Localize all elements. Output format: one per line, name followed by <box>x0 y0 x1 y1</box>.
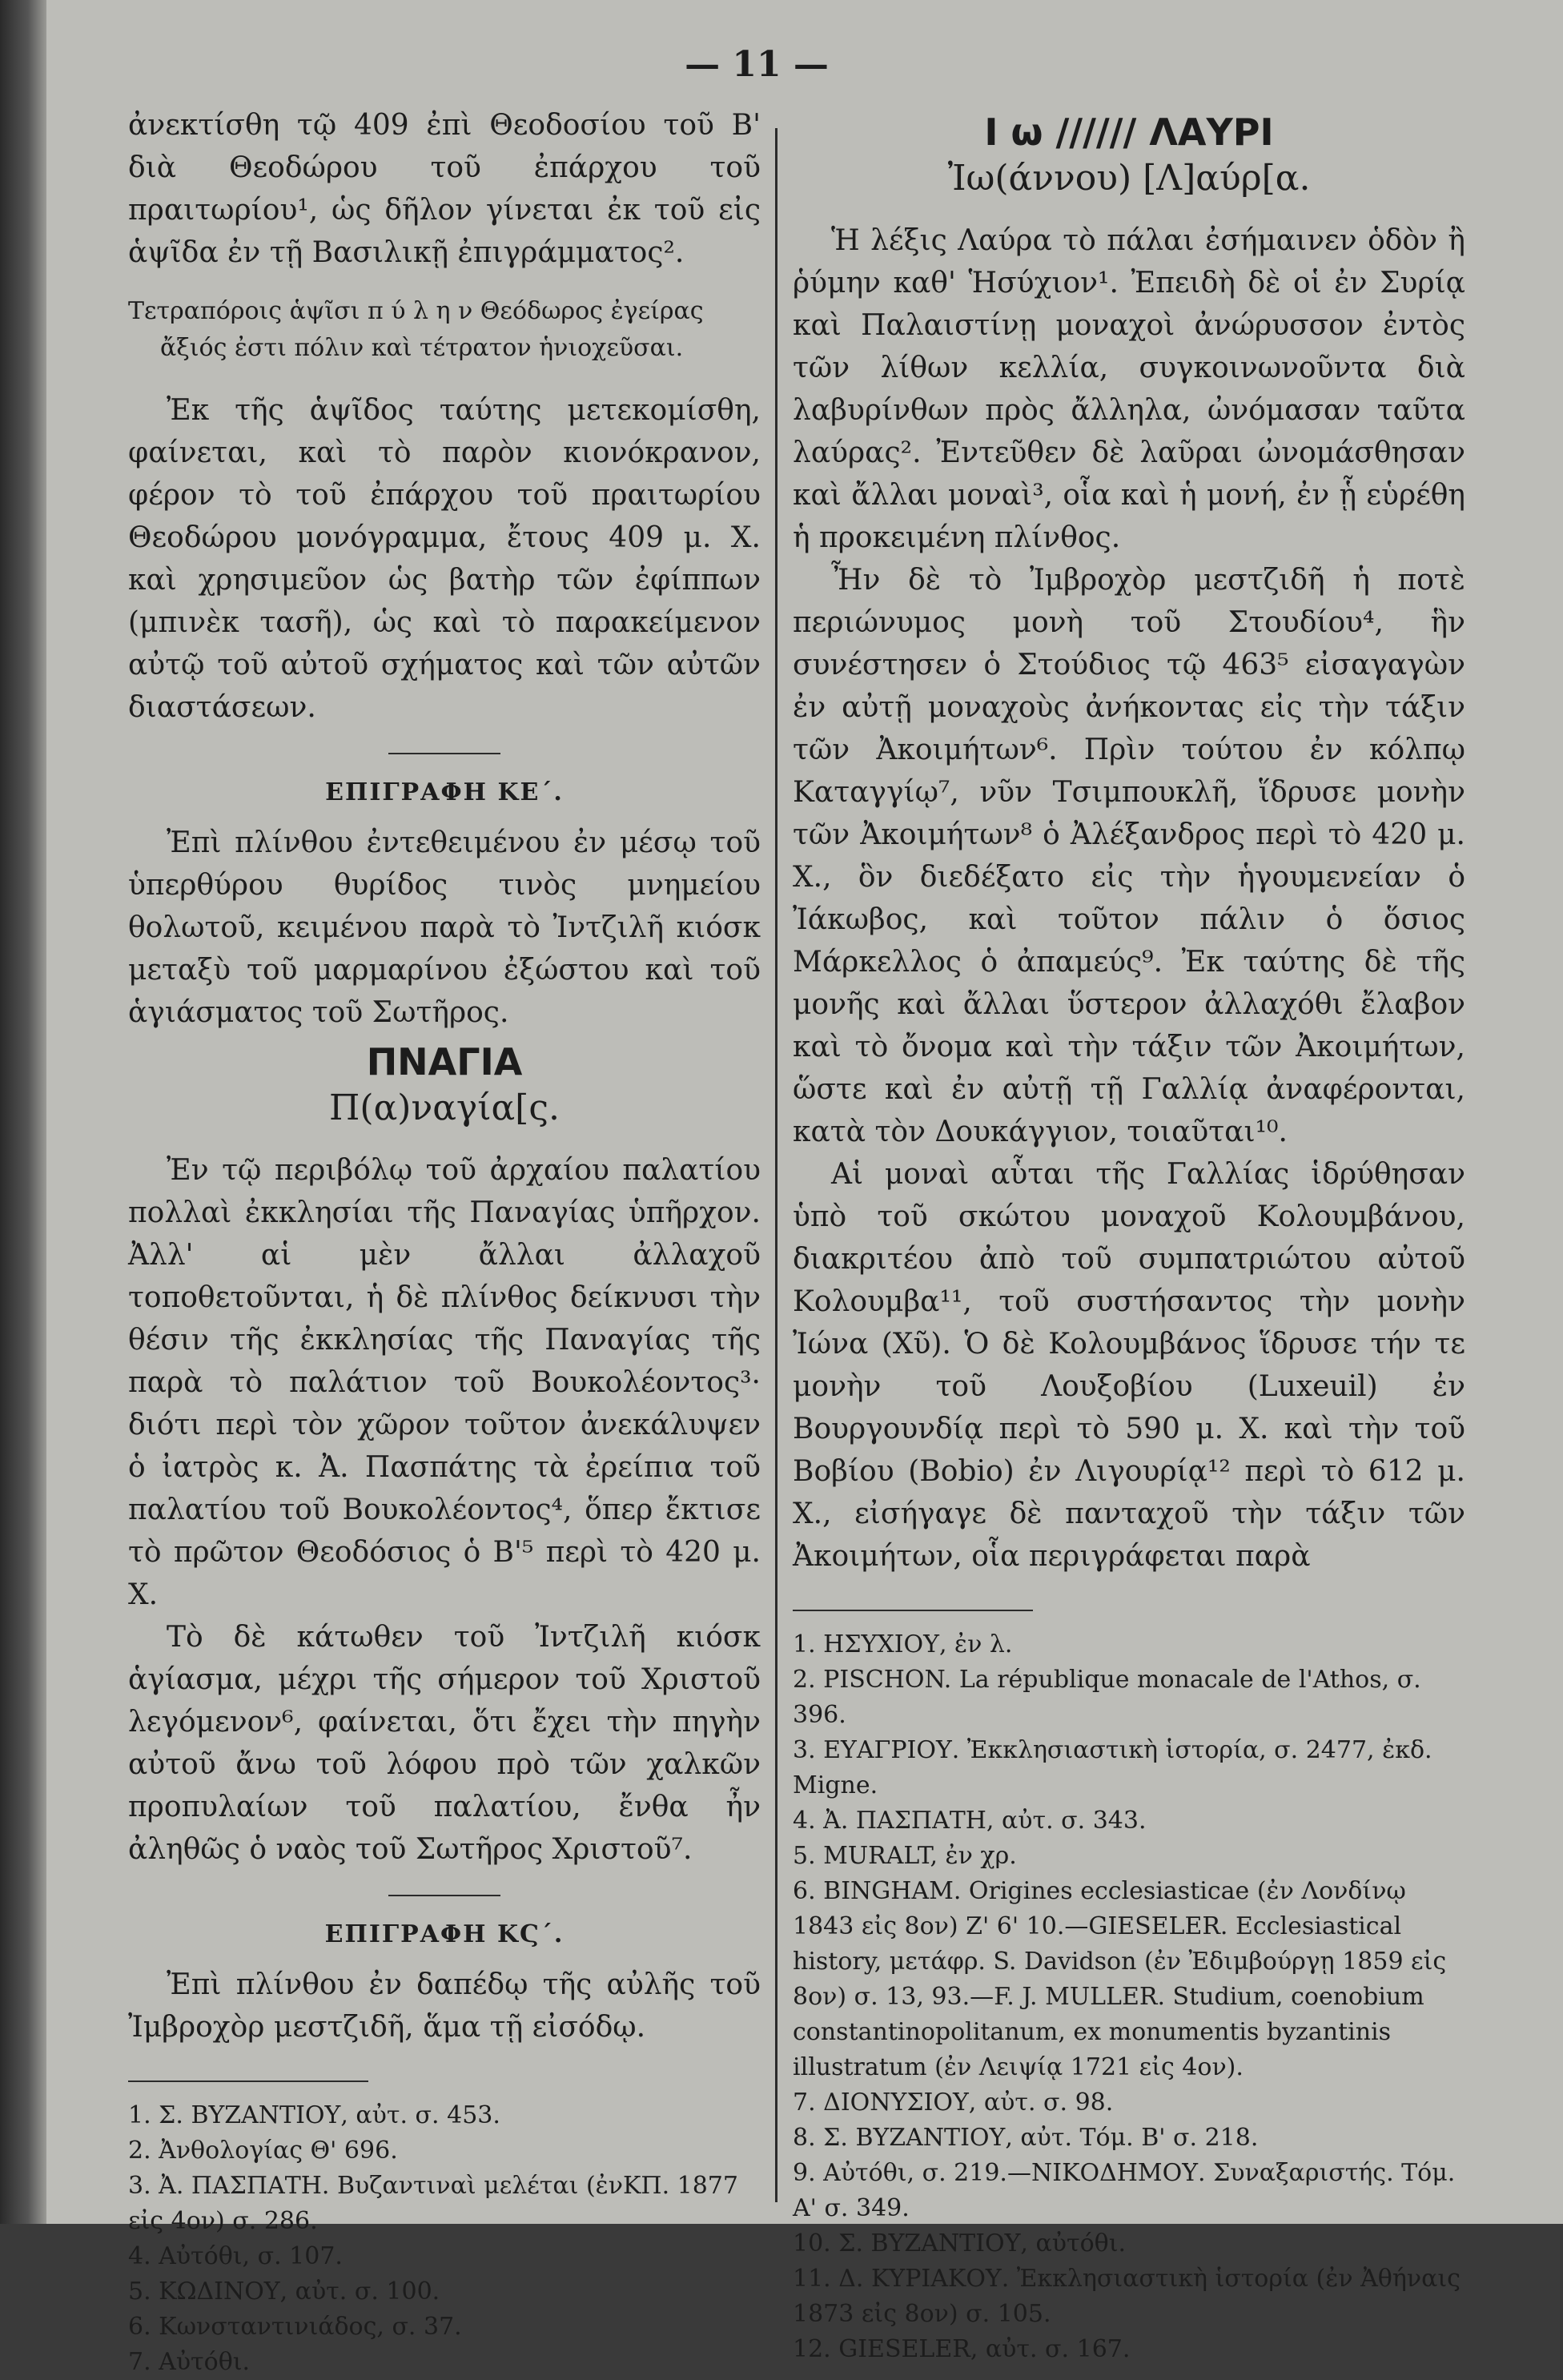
footnote: 5. MURALT, ἐν χρ. <box>793 1842 1017 1870</box>
footnote: 7. Αὐτόθι. <box>128 2348 251 2376</box>
paragraph: Αἱ μοναὶ αὗται τῆς Γαλλίας ἱδρύθησαν ὑπὸ τοῦ σκώτου μοναχοῦ Κολουμβάνου, διακριτέου ἀπὸ τοῦ συμπατριώτου αὐτοῦ Κολουμβα¹¹, τοῦ συστήσαντος τὴν μονὴν Ἰώνα (Χῦ). Ὁ δὲ Κολουμβάνος ἵδρυσε τήν τε μονὴν τοῦ Λουξοβίου (Luxeuil) ἐν Βουργουνδίᾳ περὶ τὸ 590 μ. Χ. καὶ τὴν τοῦ Βοβίου (Bobio) ἐν Λιγουρίᾳ¹² περὶ τὸ 612 μ. Χ., εἰσήγαγε δὲ πανταχοῦ τὴν τάξιν τῶν Ἀκοιμήτων, οἷα περιγράφεται παρὰ <box>793 1158 1465 1573</box>
epigram-line: ἄξιός ἐστι πόλιν καὶ τέτρατον ἡνιοχεῦσαι. <box>160 334 684 362</box>
epigram <box>128 293 761 367</box>
footnote: 5. ΚΩΔΙΝΟΥ, αὐτ. σ. 100. <box>128 2277 440 2306</box>
footnote: 8. Σ. ΒΥΖΑΝΤΙΟΥ, αὐτ. Τόμ. Β' σ. 218. <box>793 2124 1259 2152</box>
footnote: 12. GIESELER, αὐτ. σ. 167. <box>793 2335 1131 2363</box>
footnote: 6. BINGHAM. Origines ecclesiasticae (ἐν Λονδίνῳ 1843 εἰς 8ον) Ζ' 6' 10.—GIESELER. Ecclesiastical history, μετάφρ. S. Davidson (ἐν Ἐδιμβούργῃ 1859 εἰς 8ον) σ. 13, 93.—F. J. MULLER. Studium, coenobium constantinopolitanum, ex monumentis byzantinis illustratum (ἐν Λειψίᾳ 1721 εἰς 4ον). <box>793 1877 1447 2081</box>
footnote-list <box>128 2098 761 2380</box>
footnote: 3. Ἀ. ΠΑΣΠΑΤΗ. Βυζαντιναὶ μελέται (ἐνΚΠ. 1877 εἰς 4ον) σ. 286. <box>128 2172 738 2235</box>
inscription-reading: Π(α)ναγία[ς. <box>329 1087 560 1128</box>
footnote: 9. Αὐτόθι, σ. 219.—ΝΙΚΟΔΗΜΟΥ. Συναξαριστής. Τόμ. Α' σ. 349. <box>793 2159 1456 2222</box>
paragraph: Ἡ λέξις Λαύρα τὸ πάλαι ἐσήμαινεν ὁδὸν ἢ ῥύμην καθ' Ἡσύχιον¹. Ἐπειδὴ δὲ οἱ ἐν Συρίᾳ καὶ Παλαιστίνῃ μοναχοὶ ἀνώρυσσον ἐντὸς τῶν λίθων κελλία, συγκοινωνοῦντα διὰ λαβυρίνθων πρὸς ἄλληλα, ὠνόμασαν ταῦτα λαύρας². Ἐντεῦθεν δὲ λαῦραι ὠνομάσθησαν καὶ ἄλλαι μοναὶ³, οἷα καὶ ἡ μονή, ἐν ᾗ εὑρέθη ἡ προκειμένη πλίνθος. <box>793 224 1465 554</box>
footnote: 1. ΗΣΥΧΙΟΥ, ἐν λ. <box>793 1630 1013 1658</box>
column-divider <box>775 128 777 2202</box>
right-column <box>793 104 1465 2367</box>
footnote: 2. PISCHON. La république monacale de l'Athos, σ. 396. <box>793 1666 1421 1729</box>
footnote: 2. Ἀνθολογίας Θ' 696. <box>128 2137 398 2165</box>
section-heading: ΕΠΙΓΡΑΦΗ ΚΕ΄. <box>325 778 564 806</box>
footnote: 4. Ἀ. ΠΑΣΠΑΤΗ, αὐτ. σ. 343. <box>793 1807 1147 1835</box>
paragraph: ἀνεκτίσθη τῷ 409 ἐπὶ Θεοδοσίου τοῦ Β' διὰ Θεοδώρου τοῦ ἐπάρχου τοῦ πραιτωρίου¹, ὡς δῆλον γίνεται ἐκ τοῦ εἰς ἁψῖδα ἐν τῇ Βασιλικῇ ἐπιγράμματος². <box>128 109 761 269</box>
footnote-rule <box>128 2080 368 2082</box>
footnote: 1. Σ. ΒΥΖΑΝΤΙΟΥ, αὐτ. σ. 453. <box>128 2101 500 2129</box>
paragraph: Τὸ δὲ κάτωθεν τοῦ Ἰντζιλῆ κιόσκ ἁγίασμα, μέχρι τῆς σήμερον τοῦ Χριστοῦ λεγόμενον⁶, φαίνεται, ὅτι ἔχει τὴν πηγὴν αὐτοῦ ἄνω τοῦ λόφου πρὸ τῶν χαλκῶν προπυλαίων τοῦ παλατίου, ἔνθα ἦν ἀληθῶς ὁ ναὸς τοῦ Σωτῆρος Χριστοῦ⁷. <box>128 1621 761 1866</box>
paragraph: Ἐπὶ πλίνθου ἐντεθειμένου ἐν μέσῳ τοῦ ὑπερθύρου θυρίδος τινὸς μνημείου θολωτοῦ, κειμένου παρὰ τὸ Ἰντζιλῆ κιόσκ μεταξὺ τοῦ μαρμαρίνου ἐξώστου καὶ τοῦ ἁγιάσματος τοῦ Σωτῆρος. <box>128 826 761 1029</box>
paragraph: Ἐν τῷ περιβόλῳ τοῦ ἀρχαίου παλατίου πολλαὶ ἐκκλησίαι τῆς Παναγίας ὑπῆρχον. Ἀλλ' αἱ μὲν ἄλλαι ἀλλαχοῦ τοποθετοῦνται, ἡ δὲ πλίνθος δείκνυσι τὴν θέσιν τῆς ἐκκλησίας τῆς Παναγίας τῆς παρὰ τὸ παλάτιον τοῦ Βουκολέοντος³· διότι περὶ τὸν χῶρον τοῦτον ἀνεκάλυψεν ὁ ἰατρὸς κ. Ἀ. Πασπάτης τὰ ἐρείπια τοῦ παλατίου τοῦ Βουκολέοντος⁴, ὅπερ ἔκτισε τὸ πρῶτον Θεοδόσιος ὁ Β'⁵ περὶ τὸ 420 μ. Χ. <box>128 1154 761 1611</box>
footnote: 4. Αὐτόθι, σ. 107. <box>128 2242 343 2270</box>
left-column <box>128 104 761 2380</box>
footnote: 11. Δ. ΚΥΡΙΑΚΟΥ. Ἐκκλησιαστικὴ ἱστορία (ἐν Ἀθήναις 1873 εἰς 8ον) σ. 105. <box>793 2265 1461 2328</box>
paragraph: Ἦν δὲ τὸ Ἰμβροχὸρ μεστζιδῆ ἡ ποτὲ περιώνυμος μονὴ τοῦ Στουδίου⁴, ἣν συνέστησεν ὁ Στούδιος τῷ 463⁵ εἰσαγαγὼν ἐν αὐτῇ μοναχοὺς ἀνήκοντας εἰς τὴν τάξιν τῶν Ἀκοιμήτων⁶. Πρὶν τούτου ἐν κόλπῳ Καταγγίῳ⁷, νῦν Τσιμπουκλῆ, ἵδρυσε μονὴν τῶν Ἀκοιμήτων⁸ ὁ Ἀλέξανδρος περὶ τὸ 420 μ. Χ., ὃν διεδέξατο εἰς τὴν ἡγουμενείαν ὁ Ἰάκωβος, καὶ τοῦτον πάλιν ὁ ὅσιος Μάρκελλος ὁ ἀπαμεύς⁹. Ἐκ ταύτης δὲ τῆς μονῆς καὶ ἄλλαι ὕστερον ἀλλαχόθι ἔλαβον καὶ τὸ ὄνομα καὶ τὴν τάξιν τῶν Ἀκοιμήτων, ὥστε καὶ ἐν αὐτῇ τῇ Γαλλίᾳ ἀναφέρονται, κατὰ τὸν Δουκάγγιον, τοιαῦται¹⁰. <box>793 564 1465 1148</box>
inscription-text: Ι ω ////// ΛΑΥΡΙ <box>984 111 1274 154</box>
section-separator <box>388 1895 500 1896</box>
inscription-text: ΠΝΑΓΙΑ <box>366 1040 523 1083</box>
section-heading: ΕΠΙΓΡΑΦΗ ΚϚ΄. <box>324 1920 565 1948</box>
section-separator <box>388 753 500 754</box>
footnote-list <box>793 1627 1465 2367</box>
epigram-line: Τετραπόροις ἁψῖσι π ύ λ η ν Θεόδωρος ἐγείρας <box>128 297 704 325</box>
footnote: 3. ΕΥΑΓΡΙΟΥ. Ἐκκλησιαστικὴ ἱστορία, σ. 2477, ἐκδ. Migne. <box>793 1736 1432 1799</box>
footnote: 6. Κωνσταντινιάδος, σ. 37. <box>128 2313 462 2341</box>
inscription-reading: Ἰω(άννου) [Λ]αύρ[α. <box>947 158 1311 199</box>
footnote: 7. ΔΙΟΝΥΣΙΟΥ, αὐτ. σ. 98. <box>793 2089 1114 2117</box>
paragraph: Ἐπὶ πλίνθου ἐν δαπέδῳ τῆς αὐλῆς τοῦ Ἰμβροχὸρ μεστζιδῆ, ἅμα τῇ εἰσόδῳ. <box>128 1968 761 2044</box>
book-gutter <box>0 0 46 2224</box>
paragraph: Ἐκ τῆς ἁψῖδος ταύτης μετεκομίσθη, φαίνεται, καὶ τὸ παρὸν κιονόκρανον, φέρον τὸ τοῦ ἐπάρχου τοῦ πραιτωρίου Θεοδώρου μονόγραμμα, ἔτους 409 μ. Χ. καὶ χρησιμεῦον ὡς βατὴρ τῶν ἐφίππων (μπινὲκ τασῆ), ὡς καὶ τὸ παρακείμενον αὐτῷ τοῦ αὐτοῦ σχήματος καὶ τῶν αὐτῶν διαστάσεων. <box>128 394 761 724</box>
footnote: 10. Σ. ΒΥΖΑΝΤΙΟΥ, αὐτόθι. <box>793 2229 1126 2257</box>
footnote-rule <box>793 1610 1033 1611</box>
page-number: — 11 — <box>685 44 829 85</box>
